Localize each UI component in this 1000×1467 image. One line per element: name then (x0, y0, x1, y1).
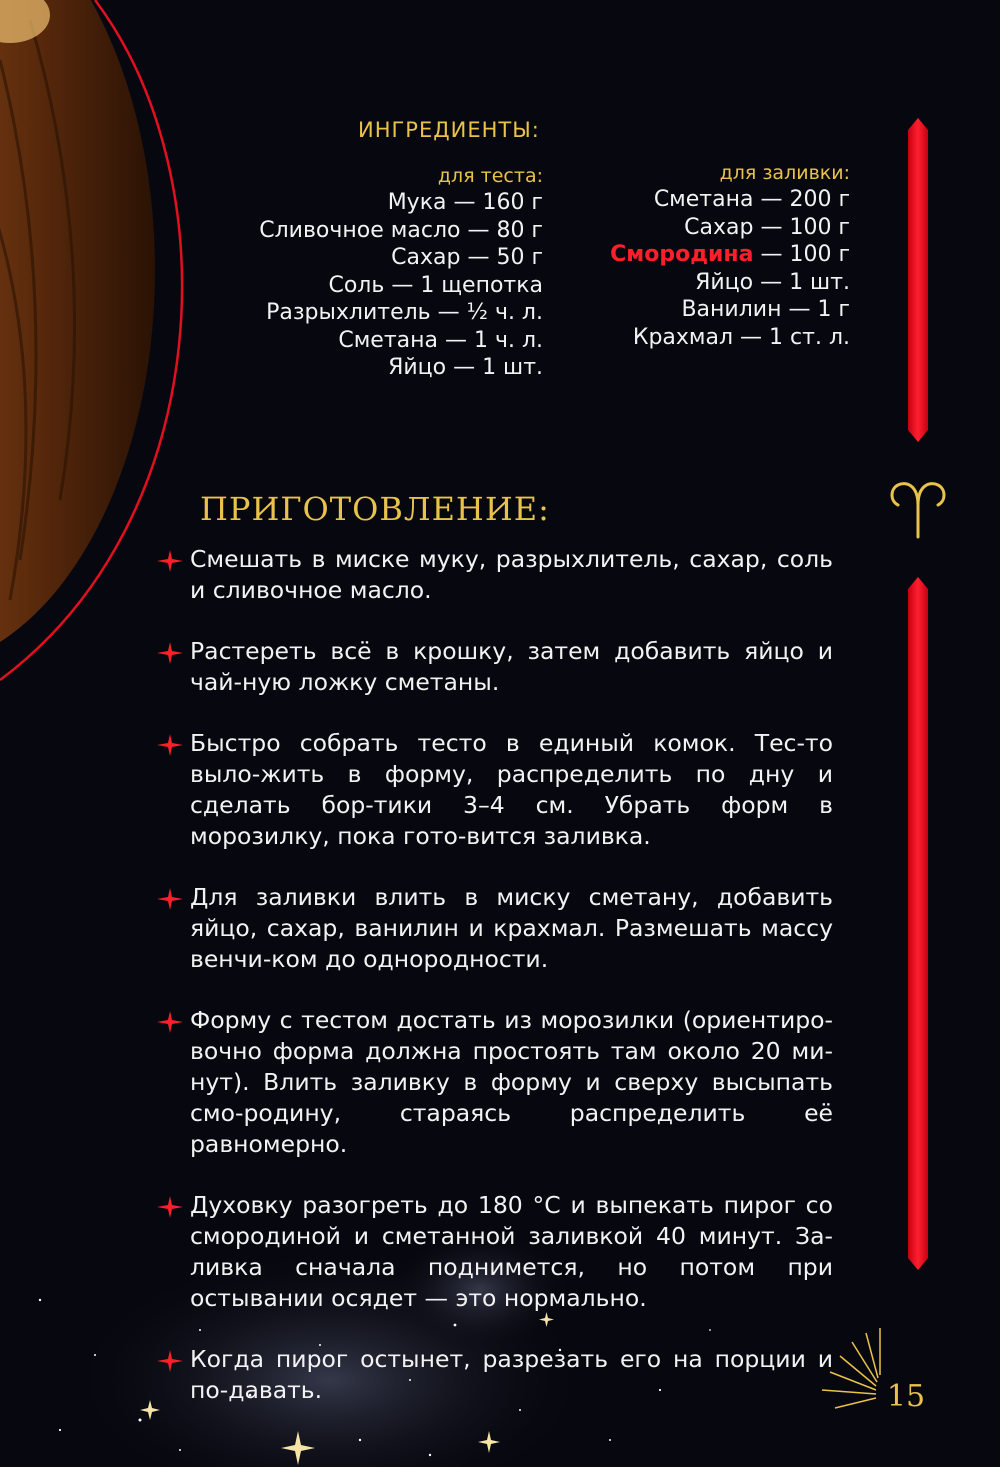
step-item (157, 1005, 833, 1160)
ingredient-item: Яйцо — 1 шт. (388, 355, 543, 380)
star-bullet-icon (157, 642, 183, 664)
page-number: 15 (886, 1379, 926, 1414)
ingredient-amount: — 100 г (753, 242, 850, 267)
step-text: Растереть всё в крошку, затем добавить яйцо и чай-ную ложку сметаны. (190, 637, 833, 696)
ingredients-title: ИНГРЕДИЕНТЫ: (358, 118, 540, 142)
red-bar-top (908, 118, 928, 442)
step-text: Для заливки влить в миску сметану, добавить яйцо, сахар, ванилин и крахмал. Размешать массу венчи-ком до однородности. (190, 883, 833, 973)
step-text: Когда пирог остынет, разрезать его на порции и по-давать. (190, 1345, 833, 1404)
star-bullet-icon (157, 734, 183, 756)
step-item (157, 728, 833, 852)
star-bullet-icon (157, 888, 183, 910)
ingredient-item: Соль — 1 щепотка (328, 272, 543, 298)
star-bullet-icon (157, 1196, 183, 1218)
step-text: Быстро собрать тесто в единый комок. Тес-то выло-жить в форму, распределить по дну и сделать бор-тики 3–4 см. Убрать форм в морозилку, пока гото-вится заливка. (190, 729, 833, 850)
filling-heading: для заливки: (719, 162, 850, 184)
star-bullet-icon (157, 550, 183, 572)
ingredient-item: Сахар — 50 г (391, 245, 543, 270)
highlight-currant: Смородина (610, 242, 754, 267)
ingredient-item: Яйцо — 1 шт. (695, 269, 850, 295)
aries-icon (886, 475, 950, 539)
ingredient-item: Разрыхлитель — ½ ч. л. (266, 300, 543, 325)
filling-ingredients (560, 160, 850, 351)
step-item (157, 636, 833, 698)
preparation-title: ПРИГОТОВЛЕНИЕ: (200, 490, 550, 528)
step-item (157, 1190, 833, 1314)
red-bar-bottom (908, 577, 928, 1270)
step-text: Духовку разогреть до 180 °C и выпекать пирог со смородиной и сметанной заливкой 40 минут. За-ливка сначала поднимется, но потом при остывании осядет — это нормально. (190, 1191, 833, 1312)
star-bullet-icon (157, 1011, 183, 1033)
ingredient-item: Мука — 160 г (387, 190, 543, 215)
step-item (157, 544, 833, 606)
preparation-steps (157, 544, 833, 1436)
wooden-board-image (0, 0, 155, 670)
ingredient-item: Крахмал — 1 ст. л. (632, 324, 850, 350)
dough-ingredients (230, 163, 543, 382)
ingredient-item: Ванилин — 1 г (681, 297, 850, 322)
step-text: Форму с тестом достать из морозилки (ориентиро-вочно форма должна простоять там около 20 ми-нут). Влить заливку в форму и сверху высыпать смо-родину, стараясь распределить её равномерно. (190, 1006, 833, 1158)
step-item (157, 882, 833, 975)
ingredient-item: Сливочное масло — 80 г (259, 217, 543, 243)
step-item (157, 1344, 833, 1406)
star-bullet-icon (157, 1350, 183, 1372)
step-text: Смешать в миске муку, разрыхлитель, сахар, соль и сливочное масло. (190, 545, 833, 604)
ingredient-item: Сахар — 100 г (684, 214, 850, 240)
ingredient-item: Сметана — 1 ч. л. (338, 327, 543, 353)
dough-heading: для теста: (437, 165, 543, 187)
ingredient-item: Сметана — 200 г (653, 187, 850, 212)
ingredient-item-highlighted (560, 241, 850, 269)
